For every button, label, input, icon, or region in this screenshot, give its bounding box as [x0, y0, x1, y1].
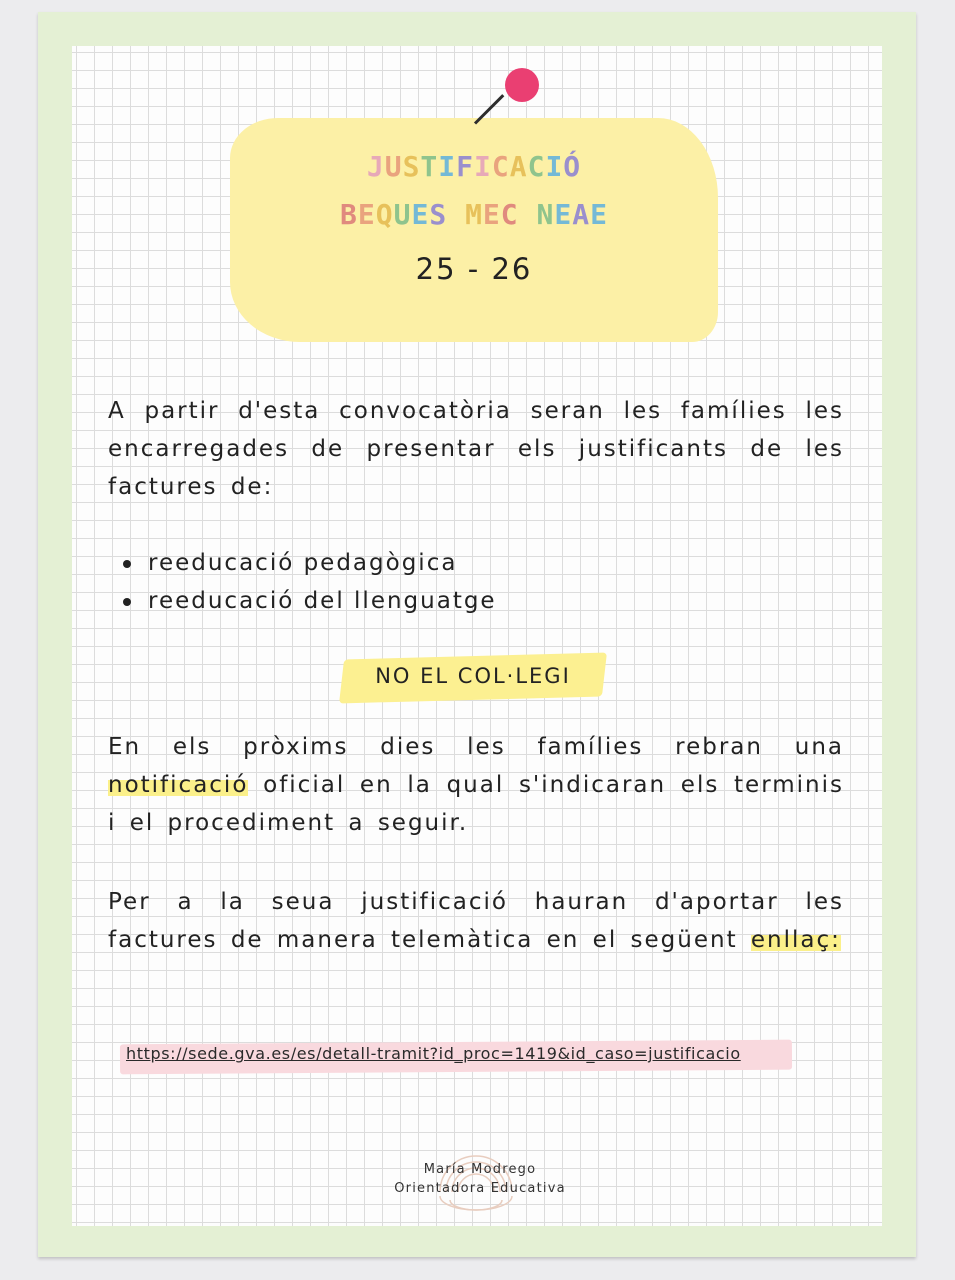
notice-highlight: notificació: [108, 772, 249, 798]
title-letter: I: [545, 150, 564, 183]
list-item: reeducació pedagògica: [148, 544, 497, 582]
title-letter: F: [456, 150, 474, 183]
rainbow-logo-icon: [432, 1146, 520, 1212]
title-letter: E: [554, 198, 573, 231]
pushpin-icon: [505, 68, 539, 102]
title-letter: C: [527, 150, 546, 183]
title-letter: A: [509, 150, 528, 183]
title-letter: T: [420, 150, 439, 183]
notice-text-before: En els pròxims dies les famílies rebran una: [108, 734, 844, 760]
list-item: reeducació del llenguatge: [148, 582, 497, 620]
title-letter: C: [500, 198, 519, 231]
title-line-1: [230, 150, 718, 183]
school-year: 25 - 26: [415, 252, 533, 286]
title-letter: S: [402, 150, 421, 183]
intro-paragraph: A partir d'esta convocatòria seran les famílies les encarregades de presentar els justificants de les factures de:: [108, 398, 844, 500]
justify-highlight: enllaç:: [750, 927, 841, 953]
title-letter: Q: [375, 198, 394, 231]
title-letter: M: [465, 198, 483, 231]
title-letter: [447, 198, 465, 231]
notice-text-after: oficial en la qual s'indicaran els terminis i el procediment a seguir.: [108, 772, 844, 836]
signature-name: María Modrego: [423, 1162, 537, 1177]
title-letter: Ó: [563, 150, 582, 183]
signature-role: Orientadora Educativa: [394, 1181, 566, 1196]
title-letter: E: [411, 198, 430, 231]
title-letter: B: [340, 198, 358, 231]
title-letter: S: [429, 198, 448, 231]
title-letter: C: [491, 150, 510, 183]
title-letter: U: [384, 150, 403, 183]
justification-link[interactable]: https://sede.gva.es/es/detall-tramit?id_proc=1419&id_caso=justificacio: [126, 1044, 741, 1063]
title-letter: A: [572, 198, 591, 231]
title-letter: [519, 198, 537, 231]
title-letter: I: [474, 150, 492, 183]
title-letter: E: [357, 198, 376, 231]
justify-paragraph: [108, 883, 844, 959]
title-letter: U: [393, 198, 412, 231]
no-el-collegi-label: NO EL COL·LEGI: [375, 664, 571, 688]
title-letter: N: [536, 198, 555, 231]
title-letter: J: [366, 150, 385, 183]
title-letter: E: [590, 198, 608, 231]
title-letter: E: [482, 198, 501, 231]
bullet-list: [148, 544, 497, 620]
justify-text-before: Per a la seua justificació hauran d'aportar les factures de manera telemàtica en el següent: [108, 889, 844, 953]
title-letter: I: [438, 150, 457, 183]
title-line-2: [230, 198, 718, 231]
notice-paragraph: [108, 728, 844, 842]
